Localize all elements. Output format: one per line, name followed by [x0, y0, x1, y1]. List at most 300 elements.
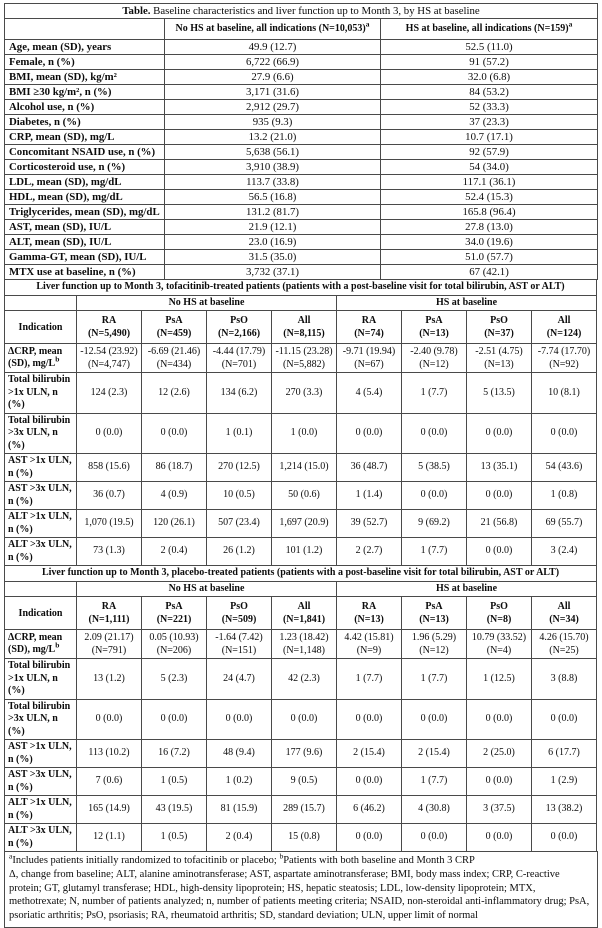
column-header-name: All — [297, 315, 311, 326]
table-row — [5, 373, 597, 414]
section-title: Liver function up to Month 3, placebo-treated patients (patients with a post-baseline visit for total bilirubin, AST or ALT) — [5, 566, 597, 582]
abbreviations-line: Δ, change from baseline; ALT, alanine aminotransferase; AST, aspartate aminotransferase; BMI, body mass index; CRP, C-reactive protein; GT, glutamyl transferase; HDL, high-density lipoprotein; HS, hepatic steatosis; LDL, low-density lipoprotein; MTX, methotrexate; N, number of patients analyzed; n, number of patients meeting criteria; NSAID, non-steroidal anti-inflammatory drug; PsA, psoriatic arthritis; PsO, psoriasis; RA, rheumatoid arthritis; SD, standard deviation; ULN, upper limit of normal — [9, 868, 590, 922]
data-cell: 52 (33.3) — [381, 100, 598, 115]
data-cell: 56.5 (16.8) — [165, 190, 381, 205]
row-label: MTX use at baseline, n (%) — [5, 265, 165, 280]
data-cell — [142, 344, 207, 373]
column-header-name: PsA — [425, 315, 443, 326]
column-header-name: PsA — [165, 601, 183, 612]
data-cell: 32.0 (6.8) — [381, 70, 598, 85]
column-header-text: HS at baseline, all indications (N=159) — [405, 23, 569, 34]
table-row — [5, 250, 598, 265]
data-cell: 1 (0.8) — [532, 482, 597, 510]
data-cell-n: (N=701) — [221, 359, 257, 370]
column-header-n: (N=34) — [549, 614, 579, 625]
column-header-n: (N=8,115) — [283, 328, 325, 339]
table-row — [5, 55, 598, 70]
column-header — [467, 311, 532, 344]
data-cell: 36 (0.7) — [77, 482, 142, 510]
table-row — [5, 344, 597, 373]
row-label: Alcohol use, n (%) — [5, 100, 165, 115]
data-cell: 1 (2.9) — [532, 768, 597, 796]
data-cell: 1 (7.7) — [402, 373, 467, 414]
group-header-no-hs: No HS at baseline — [77, 295, 337, 311]
table-row — [5, 175, 598, 190]
column-header — [77, 311, 142, 344]
column-header-n: (N=13) — [354, 614, 384, 625]
data-cell: 0 (0.0) — [402, 699, 467, 740]
row-label: Female, n (%) — [5, 55, 165, 70]
row-label — [5, 482, 77, 510]
column-header-row — [5, 19, 598, 40]
data-cell: 507 (23.4) — [207, 510, 272, 538]
data-cell-value: 1.23 (18.42) — [279, 632, 329, 643]
data-cell: 270 (12.5) — [207, 454, 272, 482]
data-cell: 165 (14.9) — [77, 796, 142, 824]
table-title — [5, 4, 598, 19]
data-cell: 52.5 (11.0) — [381, 40, 598, 55]
data-cell: 101 (1.2) — [272, 538, 337, 566]
row-label: Corticosteroid use, n (%) — [5, 160, 165, 175]
row-label: AST, mean (SD), IU/L — [5, 220, 165, 235]
data-cell: 113.7 (33.8) — [165, 175, 381, 190]
data-cell: 0 (0.0) — [467, 538, 532, 566]
footnote-markers-line — [9, 851, 593, 868]
data-cell: 6 (17.7) — [532, 740, 597, 768]
column-header-n: (N=2,166) — [217, 328, 261, 339]
data-cell-n: (N=1,148) — [282, 645, 326, 656]
data-cell: 51.0 (57.7) — [381, 250, 598, 265]
row-label-text: ALT >3x ULN, n (%) — [8, 539, 72, 563]
column-header-name: PsO — [490, 601, 508, 612]
indication-header-row — [5, 597, 597, 630]
section-title: Liver function up to Month 3, tofacitinib-treated patients (patients with a post-baseline visit for total bilirubin, AST or ALT) — [5, 280, 597, 296]
data-cell: 27.8 (13.0) — [381, 220, 598, 235]
column-header-n: (N=221) — [156, 614, 192, 625]
table-row — [5, 510, 597, 538]
data-cell-value: -6.69 (21.46) — [147, 346, 201, 357]
row-label: HDL, mean (SD), mg/dL — [5, 190, 165, 205]
table-row — [5, 40, 598, 55]
data-cell-n: (N=9) — [356, 645, 382, 656]
data-cell: 13 (1.2) — [77, 659, 142, 700]
row-label-text: AST >3x ULN, n (%) — [8, 769, 72, 793]
column-header-n: (N=13) — [419, 614, 449, 625]
data-cell: 1 (7.7) — [402, 659, 467, 700]
footnotes-section — [4, 851, 598, 928]
data-cell: 0 (0.0) — [467, 699, 532, 740]
data-cell: 177 (9.6) — [272, 740, 337, 768]
table-title-text: Baseline characteristics and liver function up to Month 3, by HS at baseline — [150, 5, 480, 17]
data-cell: 1 (0.0) — [272, 413, 337, 454]
column-header — [272, 597, 337, 630]
row-label-text: Total bilirubin >3x ULN, n (%) — [8, 700, 71, 737]
column-header — [142, 311, 207, 344]
column-header-name: RA — [361, 315, 377, 326]
column-header-name: RA — [101, 315, 117, 326]
table-row — [5, 190, 598, 205]
data-cell: 3 (37.5) — [467, 796, 532, 824]
table-row — [5, 538, 597, 566]
data-cell: 31.5 (35.0) — [165, 250, 381, 265]
data-cell: 26 (1.2) — [207, 538, 272, 566]
row-label: CRP, mean (SD), mg/L — [5, 130, 165, 145]
data-cell-value: -2.51 (4.75) — [475, 346, 523, 357]
table-row — [5, 115, 598, 130]
group-header-row — [5, 295, 597, 311]
data-cell: 0 (0.0) — [337, 824, 402, 852]
column-header — [532, 597, 597, 630]
data-cell: 1 (0.1) — [207, 413, 272, 454]
data-cell: 0 (0.0) — [337, 699, 402, 740]
data-cell: 935 (9.3) — [165, 115, 381, 130]
row-label-text: Total bilirubin >1x ULN, n (%) — [8, 660, 71, 696]
data-cell: 69 (55.7) — [532, 510, 597, 538]
data-cell: 39 (52.7) — [337, 510, 402, 538]
data-cell: 0 (0.0) — [142, 413, 207, 454]
data-cell: 3,910 (38.9) — [165, 160, 381, 175]
table-row — [5, 220, 598, 235]
table-row — [5, 824, 597, 852]
table-row — [5, 70, 598, 85]
data-cell: 23.0 (16.9) — [165, 235, 381, 250]
data-cell-n: (N=12) — [419, 359, 449, 370]
data-cell: 36 (48.7) — [337, 454, 402, 482]
baseline-characteristics-table — [4, 3, 598, 280]
data-cell: 4 (0.9) — [142, 482, 207, 510]
data-cell: 5 (13.5) — [467, 373, 532, 414]
data-cell: 54 (34.0) — [381, 160, 598, 175]
table-row — [5, 100, 598, 115]
data-cell: 67 (42.1) — [381, 265, 598, 280]
footnote-b-text: Patients with both baseline and Month 3 CRP — [283, 855, 475, 866]
table-row — [5, 630, 597, 659]
data-cell: 1,697 (20.9) — [272, 510, 337, 538]
row-label: ALT, mean (SD), IU/L — [5, 235, 165, 250]
data-cell — [402, 630, 467, 659]
data-cell: 1 (1.4) — [337, 482, 402, 510]
row-label — [5, 796, 77, 824]
row-label: BMI ≥30 kg/m², n (%) — [5, 85, 165, 100]
row-label: Gamma-GT, mean (SD), IU/L — [5, 250, 165, 265]
footnote-a-text: Includes patients initially randomized to tofacitinib or placebo; — [12, 855, 280, 866]
data-cell: 24 (4.7) — [207, 659, 272, 700]
data-cell-value: -11.15 (23.28) — [275, 346, 333, 357]
table-row — [5, 413, 597, 454]
data-cell: 120 (26.1) — [142, 510, 207, 538]
data-cell-value: -4.44 (17.79) — [212, 346, 266, 357]
data-cell: 13 (35.1) — [467, 454, 532, 482]
data-cell: 37 (23.3) — [381, 115, 598, 130]
data-cell — [207, 630, 272, 659]
data-cell: 81 (15.9) — [207, 796, 272, 824]
data-cell: 3,171 (31.6) — [165, 85, 381, 100]
data-cell — [272, 630, 337, 659]
table-row — [5, 145, 598, 160]
group-header-row — [5, 581, 597, 597]
table-row — [5, 659, 597, 700]
data-cell: 134 (6.2) — [207, 373, 272, 414]
data-cell: 0 (0.0) — [532, 413, 597, 454]
column-header-n: (N=37) — [484, 328, 514, 339]
data-cell — [532, 344, 597, 373]
indication-label: Indication — [5, 597, 77, 630]
row-label — [5, 630, 77, 659]
data-cell: 1 (0.5) — [142, 824, 207, 852]
table-row — [5, 740, 597, 768]
data-cell-value: -2.40 (9.78) — [410, 346, 458, 357]
data-cell: 2 (25.0) — [467, 740, 532, 768]
table-row — [5, 699, 597, 740]
column-header-name: PsO — [490, 315, 508, 326]
data-cell: 49.9 (12.7) — [165, 40, 381, 55]
data-cell: 10 (8.1) — [532, 373, 597, 414]
data-cell: 9 (69.2) — [402, 510, 467, 538]
data-cell: 73 (1.3) — [77, 538, 142, 566]
data-cell: 0 (0.0) — [207, 699, 272, 740]
data-cell-n: (N=791) — [91, 645, 127, 656]
data-cell: 0 (0.0) — [337, 768, 402, 796]
data-cell-n: (N=151) — [221, 645, 257, 656]
data-cell: 0 (0.0) — [467, 768, 532, 796]
data-cell: 2 (0.4) — [207, 824, 272, 852]
data-cell: 1,214 (15.0) — [272, 454, 337, 482]
data-cell-n: (N=92) — [549, 359, 579, 370]
empty-corner-cell — [5, 581, 77, 597]
data-cell: 84 (53.2) — [381, 85, 598, 100]
data-cell: 0 (0.0) — [467, 413, 532, 454]
column-header-no-hs — [165, 19, 381, 40]
data-cell: 42 (2.3) — [272, 659, 337, 700]
column-header-name: RA — [361, 601, 377, 612]
row-label — [5, 768, 77, 796]
row-label — [5, 538, 77, 566]
data-cell-n: (N=25) — [549, 645, 579, 656]
section-title-row — [5, 280, 597, 296]
group-header-no-hs: No HS at baseline — [77, 581, 337, 597]
data-cell-n: (N=434) — [156, 359, 192, 370]
row-label — [5, 659, 77, 700]
data-cell: 0 (0.0) — [142, 699, 207, 740]
data-cell: 3 (2.4) — [532, 538, 597, 566]
data-cell: 2 (2.7) — [337, 538, 402, 566]
title-row — [5, 4, 598, 19]
data-cell: 1 (12.5) — [467, 659, 532, 700]
data-cell-value: 10.79 (33.52) — [471, 632, 527, 643]
table-row — [5, 130, 598, 145]
data-cell: 0 (0.0) — [337, 413, 402, 454]
group-header-hs: HS at baseline — [337, 581, 597, 597]
data-cell-value: -1.64 (7.42) — [215, 632, 263, 643]
data-cell: 131.2 (81.7) — [165, 205, 381, 220]
row-label-text: ALT >1x ULN, n (%) — [8, 511, 72, 535]
data-cell: 0 (0.0) — [77, 699, 142, 740]
data-cell: 0 (0.0) — [467, 482, 532, 510]
column-header-name: PsO — [230, 315, 248, 326]
column-header-name: All — [557, 315, 571, 326]
row-label — [5, 373, 77, 414]
data-cell: 0 (0.0) — [532, 824, 597, 852]
data-cell-n: (N=67) — [354, 359, 384, 370]
data-cell: 92 (57.9) — [381, 145, 598, 160]
data-cell: 1,070 (19.5) — [77, 510, 142, 538]
indication-label: Indication — [5, 311, 77, 344]
column-header-n: (N=509) — [221, 614, 257, 625]
data-cell: 34.0 (19.6) — [381, 235, 598, 250]
row-label-text: AST >1x ULN, n (%) — [8, 455, 72, 479]
placebo-liver-function-table — [4, 565, 597, 852]
data-cell: 117.1 (36.1) — [381, 175, 598, 190]
row-label: LDL, mean (SD), mg/dL — [5, 175, 165, 190]
data-cell: 21.9 (12.1) — [165, 220, 381, 235]
footnote-marker: a — [568, 19, 573, 29]
data-cell: 289 (15.7) — [272, 796, 337, 824]
column-header — [337, 597, 402, 630]
footnote-marker: b — [279, 851, 284, 861]
data-cell: 12 (1.1) — [77, 824, 142, 852]
data-cell: 0 (0.0) — [402, 413, 467, 454]
row-label — [5, 510, 77, 538]
data-cell-value: -7.74 (17.70) — [537, 346, 591, 357]
data-cell: 27.9 (6.6) — [165, 70, 381, 85]
data-cell: 3 (8.8) — [532, 659, 597, 700]
data-cell — [337, 630, 402, 659]
group-header-hs: HS at baseline — [337, 295, 597, 311]
data-cell-value: -12.54 (23.92) — [80, 346, 138, 357]
row-label — [5, 740, 77, 768]
column-header-name: All — [557, 601, 571, 612]
data-cell: 858 (15.6) — [77, 454, 142, 482]
row-label-text: Total bilirubin >3x ULN, n (%) — [8, 414, 71, 451]
data-cell: 0 (0.0) — [272, 699, 337, 740]
column-header-name: PsA — [165, 315, 183, 326]
data-cell-value: 4.42 (15.81) — [344, 632, 394, 643]
row-label — [5, 454, 77, 482]
column-header — [77, 597, 142, 630]
row-label: Diabetes, n (%) — [5, 115, 165, 130]
data-cell-n: (N=4) — [486, 645, 512, 656]
data-cell: 13 (38.2) — [532, 796, 597, 824]
data-cell: 12 (2.6) — [142, 373, 207, 414]
column-header — [402, 311, 467, 344]
column-header-name: PsO — [230, 601, 248, 612]
data-cell: 21 (56.8) — [467, 510, 532, 538]
footnote-marker: a — [9, 851, 13, 861]
data-cell: 4 (5.4) — [337, 373, 402, 414]
data-cell: 91 (57.2) — [381, 55, 598, 70]
table-title-label: Table. — [122, 5, 151, 17]
data-cell-value: 1.96 (5.29) — [411, 632, 457, 643]
data-cell: 165.8 (96.4) — [381, 205, 598, 220]
column-header-name: All — [297, 601, 311, 612]
data-cell: 48 (9.4) — [207, 740, 272, 768]
column-header-n: (N=459) — [156, 328, 192, 339]
data-cell-value: 0.05 (10.93) — [149, 632, 199, 643]
data-cell: 2 (15.4) — [337, 740, 402, 768]
data-cell: 10.7 (17.1) — [381, 130, 598, 145]
data-cell: 6,722 (66.9) — [165, 55, 381, 70]
column-header-n: (N=1,111) — [88, 614, 130, 625]
column-header-n: (N=124) — [546, 328, 582, 339]
row-label-text: ΔCRP, mean (SD), mg/L — [8, 631, 63, 655]
column-header-n: (N=5,490) — [87, 328, 131, 339]
data-cell-n: (N=4,747) — [87, 359, 131, 370]
table-row — [5, 160, 598, 175]
column-header — [532, 311, 597, 344]
section-title-row — [5, 566, 597, 582]
data-cell: 0 (0.0) — [467, 824, 532, 852]
data-cell-n: (N=12) — [419, 645, 449, 656]
footnote-marker: b — [55, 354, 60, 364]
data-cell: 2,912 (29.7) — [165, 100, 381, 115]
data-cell: 1 (7.7) — [402, 538, 467, 566]
data-cell — [402, 344, 467, 373]
column-header — [402, 597, 467, 630]
data-cell-n: (N=206) — [156, 645, 192, 656]
column-header-n: (N=1,841) — [282, 614, 326, 625]
table-row — [5, 796, 597, 824]
row-label — [5, 413, 77, 454]
table-row — [5, 205, 598, 220]
data-cell: 1 (7.7) — [402, 768, 467, 796]
empty-corner-cell — [5, 295, 77, 311]
data-cell-value: -9.71 (19.94) — [342, 346, 396, 357]
table-row — [5, 265, 598, 280]
data-cell-n: (N=13) — [484, 359, 514, 370]
row-label: Triglycerides, mean (SD), mg/dL — [5, 205, 165, 220]
data-cell: 113 (10.2) — [77, 740, 142, 768]
row-label: BMI, mean (SD), kg/m² — [5, 70, 165, 85]
data-cell: 3,732 (37.1) — [165, 265, 381, 280]
data-cell: 270 (3.3) — [272, 373, 337, 414]
data-cell — [207, 344, 272, 373]
data-cell — [77, 630, 142, 659]
data-cell-value: 4.26 (15.70) — [539, 632, 589, 643]
empty-corner-cell — [5, 19, 165, 40]
row-label — [5, 344, 77, 373]
data-cell: 1 (0.2) — [207, 768, 272, 796]
column-header — [272, 311, 337, 344]
column-header-text: No HS at baseline, all indications (N=10,053) — [175, 23, 366, 34]
data-cell: 86 (18.7) — [142, 454, 207, 482]
column-header — [337, 311, 402, 344]
data-cell — [142, 630, 207, 659]
data-cell-value: 2.09 (21.17) — [84, 632, 134, 643]
column-header — [207, 311, 272, 344]
table-row — [5, 454, 597, 482]
data-cell: 10 (0.5) — [207, 482, 272, 510]
row-label-text: ALT >3x ULN, n (%) — [8, 825, 72, 849]
row-label — [5, 824, 77, 852]
column-header-name: RA — [101, 601, 117, 612]
row-label-text: ΔCRP, mean (SD), mg/L — [8, 345, 63, 369]
row-label-text: Total bilirubin >1x ULN, n (%) — [8, 374, 71, 410]
data-cell: 4 (30.8) — [402, 796, 467, 824]
data-cell: 0 (0.0) — [402, 482, 467, 510]
data-cell — [272, 344, 337, 373]
column-header-n: (N=8) — [486, 614, 512, 625]
table-row — [5, 235, 598, 250]
data-cell: 13.2 (21.0) — [165, 130, 381, 145]
row-label-text: AST >1x ULN, n (%) — [8, 741, 72, 765]
data-cell: 124 (2.3) — [77, 373, 142, 414]
row-label — [5, 699, 77, 740]
indication-header-row — [5, 311, 597, 344]
column-header-n: (N=13) — [419, 328, 449, 339]
data-cell — [532, 630, 597, 659]
data-cell — [467, 344, 532, 373]
footnote-marker: b — [55, 640, 60, 650]
